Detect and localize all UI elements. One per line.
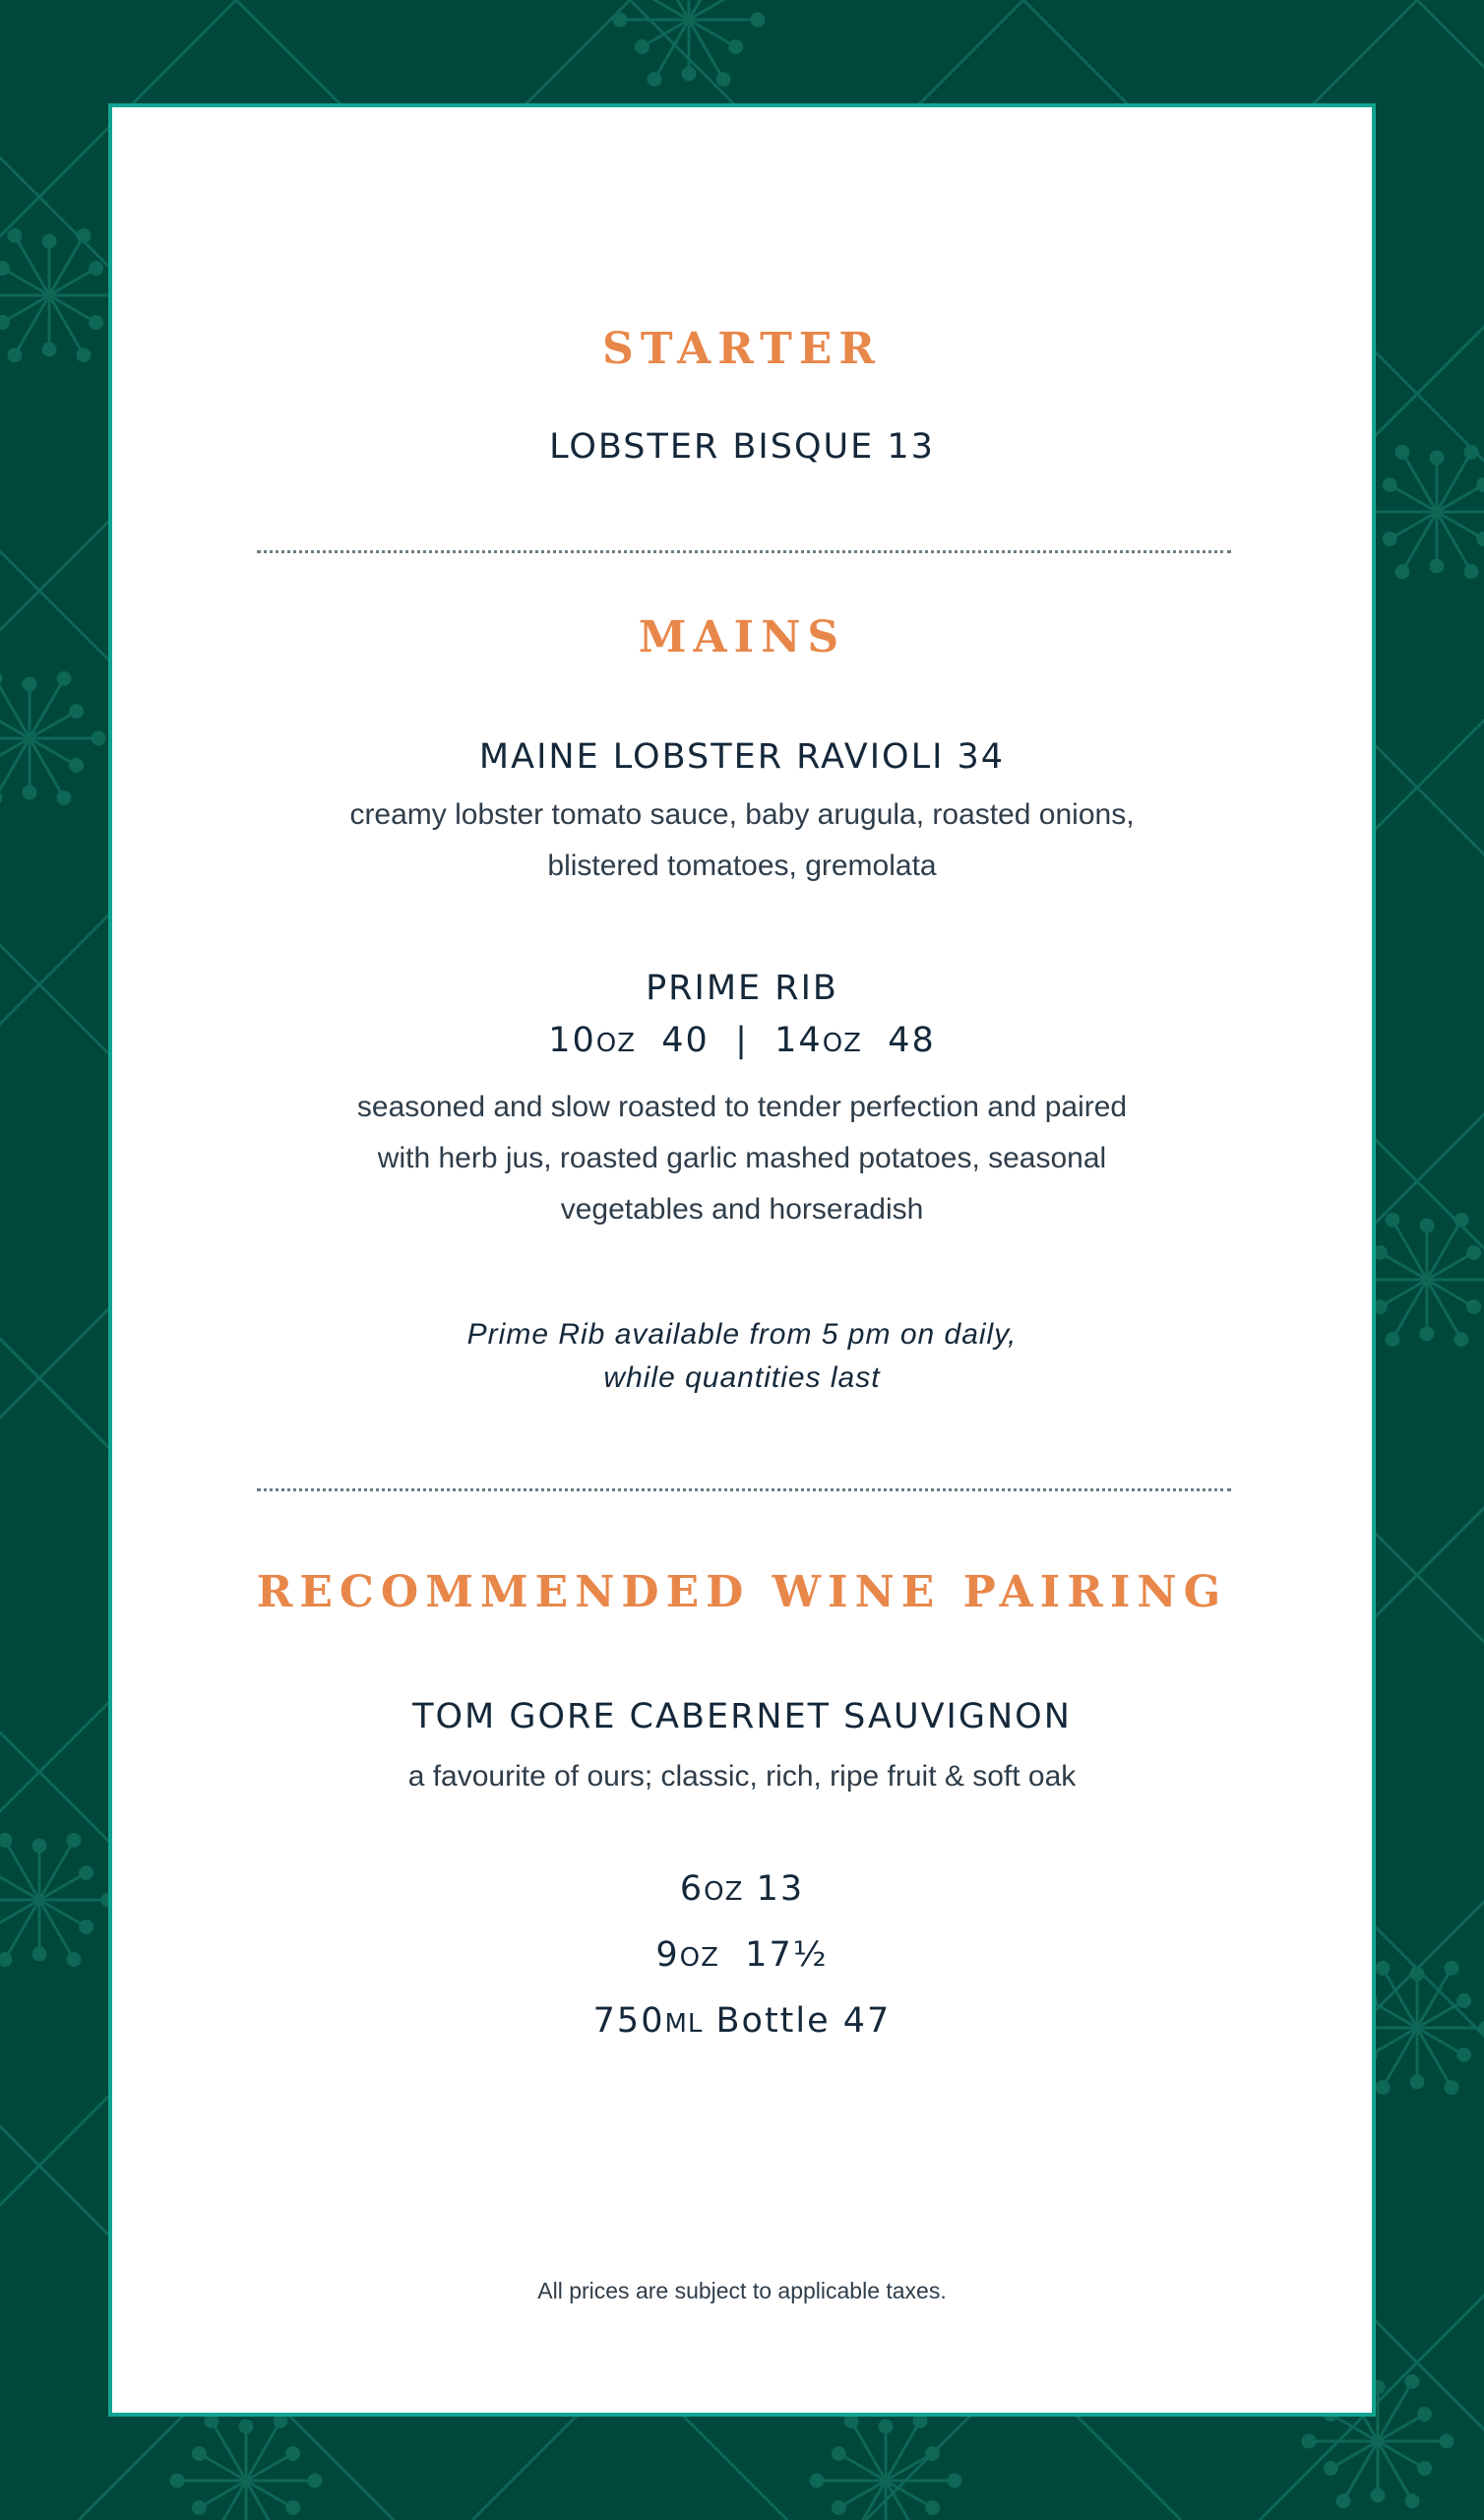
pour-size: 9 <box>655 1935 680 1975</box>
wine-pour-6oz <box>112 1869 1372 1909</box>
prime-rib-size: 10 <box>548 1021 596 1060</box>
pour-price: 13 <box>756 1869 805 1909</box>
note-line: while quantities last <box>603 1361 881 1394</box>
pour-size: 6 <box>679 1869 705 1909</box>
prime-rib-name: PRIME RIB <box>646 969 838 1008</box>
starter-item-lobster-bisque: LOBSTER BISQUE 13 <box>549 427 935 467</box>
wine-pour-9oz <box>112 1935 1372 1975</box>
prime-rib-desc-line: vegetables and horseradish <box>560 1193 924 1226</box>
ravioli-desc-line: creamy lobster tomato sauce, baby arugula, roasted onions, <box>349 798 1135 831</box>
wine-bottle <box>112 2001 1372 2041</box>
prime-rib-prices <box>112 1021 1372 1060</box>
bottle-price: Bottle 47 <box>715 2001 892 2041</box>
unit-label: OZ <box>595 1029 637 1058</box>
unit-label: OZ <box>679 1943 719 1973</box>
note-line: Prime Rib available from 5 pm on daily, <box>466 1318 1018 1351</box>
unit-label: OZ <box>822 1029 862 1058</box>
unit-label: OZ <box>704 1877 744 1907</box>
wine-heading: RECOMMENDED WINE PAIRING <box>256 1567 1228 1617</box>
tax-footnote: All prices are subject to applicable taxes. <box>537 2278 947 2303</box>
prime-rib-description <box>112 1082 1372 1235</box>
pour-price: 17½ <box>745 1935 829 1975</box>
menu-card <box>108 103 1376 2417</box>
mains-heading: MAINS <box>638 612 846 662</box>
prime-rib-desc-line: seasoned and slow roasted to tender perfection and paired <box>356 1091 1128 1123</box>
divider <box>257 1488 1231 1491</box>
divider <box>257 550 1231 553</box>
ravioli-description <box>112 789 1372 892</box>
prime-rib-price: 48 <box>888 1021 936 1060</box>
unit-label: ML <box>664 2009 704 2039</box>
bottle-size: 750 <box>592 2001 665 2041</box>
prime-rib-availability-note <box>112 1313 1372 1400</box>
prime-rib-size: 14 <box>774 1021 823 1060</box>
starter-heading: STARTER <box>602 324 882 374</box>
wine-description: a favourite of ours; classic, rich, ripe fruit & soft oak <box>407 1760 1077 1793</box>
ravioli-desc-line: blistered tomatoes, gremolata <box>547 850 937 882</box>
wine-name: TOM GORE CABERNET SAUVIGNON <box>412 1697 1072 1736</box>
ravioli-name: MAINE LOBSTER RAVIOLI 34 <box>478 737 1006 777</box>
price-separator: | <box>735 1021 749 1060</box>
prime-rib-desc-line: with herb jus, roasted garlic mashed potatoes, seasonal <box>377 1142 1107 1174</box>
prime-rib-price: 40 <box>661 1021 710 1060</box>
